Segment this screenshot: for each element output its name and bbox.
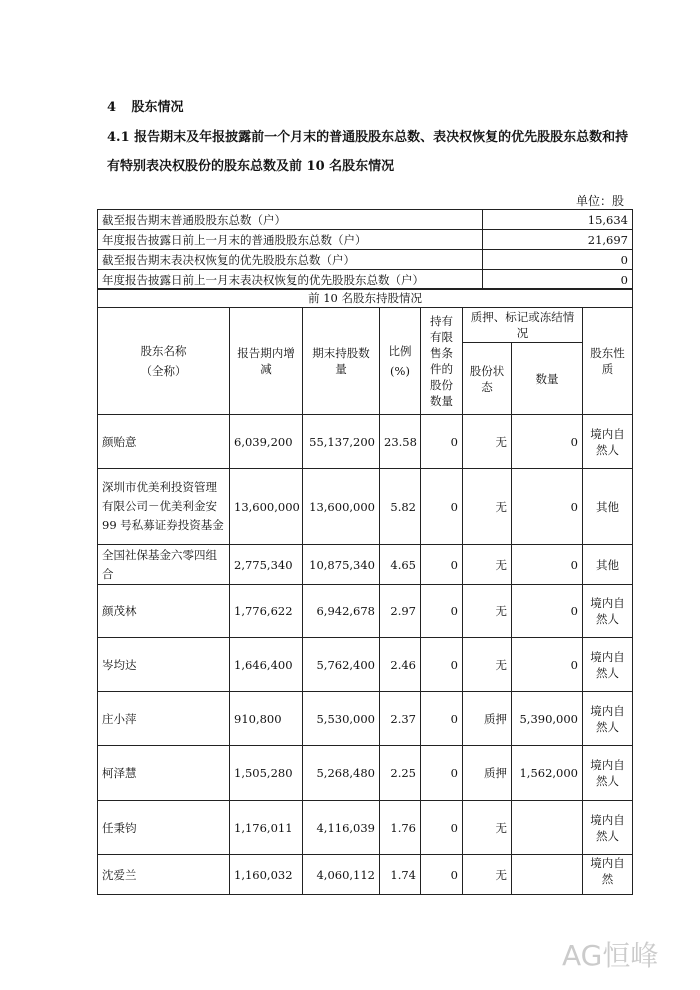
top10-table	[97, 288, 633, 895]
row-change: 1,776,622	[230, 585, 303, 638]
row-status: 无	[463, 545, 512, 585]
row-change: 1,646,400	[230, 638, 303, 692]
row-restricted: 0	[421, 545, 463, 585]
header-change: 报告期内增减	[230, 308, 303, 415]
row-ratio: 1.76	[380, 801, 421, 855]
table-row	[98, 415, 633, 469]
row-change: 910,800	[230, 692, 303, 746]
row-held: 13,600,000	[303, 469, 380, 545]
row-name: 颜贻意	[98, 415, 230, 469]
subsection-heading	[107, 123, 637, 181]
row-status: 无	[463, 469, 512, 545]
summary-row	[98, 270, 633, 290]
summary-row	[98, 230, 633, 250]
row-status: 无	[463, 585, 512, 638]
summary-label: 截至报告期末表决权恢复的优先股股东总数（户）	[98, 250, 483, 270]
table-row	[98, 585, 633, 638]
row-nature: 境内自然人	[583, 415, 633, 469]
header-pledge-qty: 数量	[512, 343, 583, 415]
unit-label: 单位：股	[575, 194, 624, 208]
summary-table	[97, 209, 633, 290]
row-nature: 其他	[583, 469, 633, 545]
row-qty	[512, 855, 583, 895]
row-qty: 1,562,000	[512, 746, 583, 801]
row-ratio: 4.65	[380, 545, 421, 585]
header-restricted: 持有有限售条件的股份数量	[421, 308, 463, 415]
subsection-title: 报告期末及年报披露前一个月末的普通股股东总数、表决权恢复的优先股股东总数和持有特别表决权股份的股东总数及前 10 名股东情况	[107, 130, 629, 174]
row-held: 5,530,000	[303, 692, 380, 746]
row-held: 55,137,200	[303, 415, 380, 469]
row-restricted: 0	[421, 415, 463, 469]
row-change: 13,600,000	[230, 469, 303, 545]
header-nature: 股东性质	[583, 308, 633, 415]
row-name: 任秉钧	[98, 801, 230, 855]
summary-label: 截至报告期末普通股股东总数（户）	[98, 210, 483, 230]
row-nature: 境内自然人	[583, 746, 633, 801]
top10-title: 前 10 名股东持股情况	[98, 289, 633, 308]
row-qty: 0	[512, 585, 583, 638]
header-ratio: 比例 (%)	[380, 308, 421, 415]
row-restricted: 0	[421, 801, 463, 855]
row-restricted: 0	[421, 638, 463, 692]
summary-row	[98, 250, 633, 270]
row-held: 5,762,400	[303, 638, 380, 692]
row-status: 质押	[463, 746, 512, 801]
row-change: 6,039,200	[230, 415, 303, 469]
table-row	[98, 692, 633, 746]
row-change: 1,176,011	[230, 801, 303, 855]
row-qty: 0	[512, 638, 583, 692]
row-held: 6,942,678	[303, 585, 380, 638]
summary-value: 0	[483, 250, 633, 270]
row-qty: 0	[512, 415, 583, 469]
summary-row	[98, 210, 633, 230]
row-status: 无	[463, 415, 512, 469]
row-ratio: 23.58	[380, 415, 421, 469]
row-held: 4,060,112	[303, 855, 380, 895]
row-restricted: 0	[421, 469, 463, 545]
header-name: 股东名称 （全称）	[98, 308, 230, 415]
row-change: 1,160,032	[230, 855, 303, 895]
section-number: 4	[107, 100, 117, 115]
row-nature: 其他	[583, 545, 633, 585]
row-qty	[512, 801, 583, 855]
header-pledge-group: 质押、标记或冻结情况	[463, 308, 583, 343]
table-row	[98, 746, 633, 801]
table-row	[98, 638, 633, 692]
row-qty: 0	[512, 545, 583, 585]
summary-value: 21,697	[483, 230, 633, 250]
row-held: 5,268,480	[303, 746, 380, 801]
row-qty: 5,390,000	[512, 692, 583, 746]
table-row	[98, 855, 633, 895]
row-restricted: 0	[421, 746, 463, 801]
table-row	[98, 801, 633, 855]
row-ratio: 2.97	[380, 585, 421, 638]
row-name: 沈爱兰	[98, 855, 230, 895]
row-ratio: 1.74	[380, 855, 421, 895]
subsection-number: 4.1	[107, 130, 130, 145]
summary-label: 年度报告披露日前上一月末表决权恢复的优先股股东总数（户）	[98, 270, 483, 290]
header-pledge-status: 股份状态	[463, 343, 512, 415]
row-name: 岑均达	[98, 638, 230, 692]
row-ratio: 2.25	[380, 746, 421, 801]
row-ratio: 2.46	[380, 638, 421, 692]
row-ratio: 5.82	[380, 469, 421, 545]
summary-value: 15,634	[483, 210, 633, 230]
row-status: 无	[463, 638, 512, 692]
summary-label: 年度报告披露日前上一月末的普通股股东总数（户）	[98, 230, 483, 250]
row-ratio: 2.37	[380, 692, 421, 746]
table-row	[98, 545, 633, 585]
summary-value: 0	[483, 270, 633, 290]
section-heading	[107, 96, 184, 115]
row-restricted: 0	[421, 585, 463, 638]
header-held: 期末持股数量	[303, 308, 380, 415]
table-row	[98, 469, 633, 545]
row-name: 庄小萍	[98, 692, 230, 746]
row-name: 深圳市优美利投资管理有限公司－优美利金安 99 号私募证券投资基金	[98, 469, 230, 545]
row-change: 2,775,340	[230, 545, 303, 585]
row-nature: 境内自然人	[583, 692, 633, 746]
row-status: 无	[463, 855, 512, 895]
row-status: 质押	[463, 692, 512, 746]
row-nature: 境内自然	[583, 855, 633, 895]
row-name: 全国社保基金六零四组合	[98, 545, 230, 585]
row-nature: 境内自然人	[583, 585, 633, 638]
row-qty: 0	[512, 469, 583, 545]
row-restricted: 0	[421, 855, 463, 895]
row-name: 颜茂林	[98, 585, 230, 638]
row-name: 柯泽慧	[98, 746, 230, 801]
watermark: AG恒峰	[562, 939, 659, 972]
row-held: 4,116,039	[303, 801, 380, 855]
row-nature: 境内自然人	[583, 801, 633, 855]
row-nature: 境内自然人	[583, 638, 633, 692]
row-held: 10,875,340	[303, 545, 380, 585]
row-restricted: 0	[421, 692, 463, 746]
section-title: 股东情况	[131, 100, 184, 115]
row-status: 无	[463, 801, 512, 855]
row-change: 1,505,280	[230, 746, 303, 801]
